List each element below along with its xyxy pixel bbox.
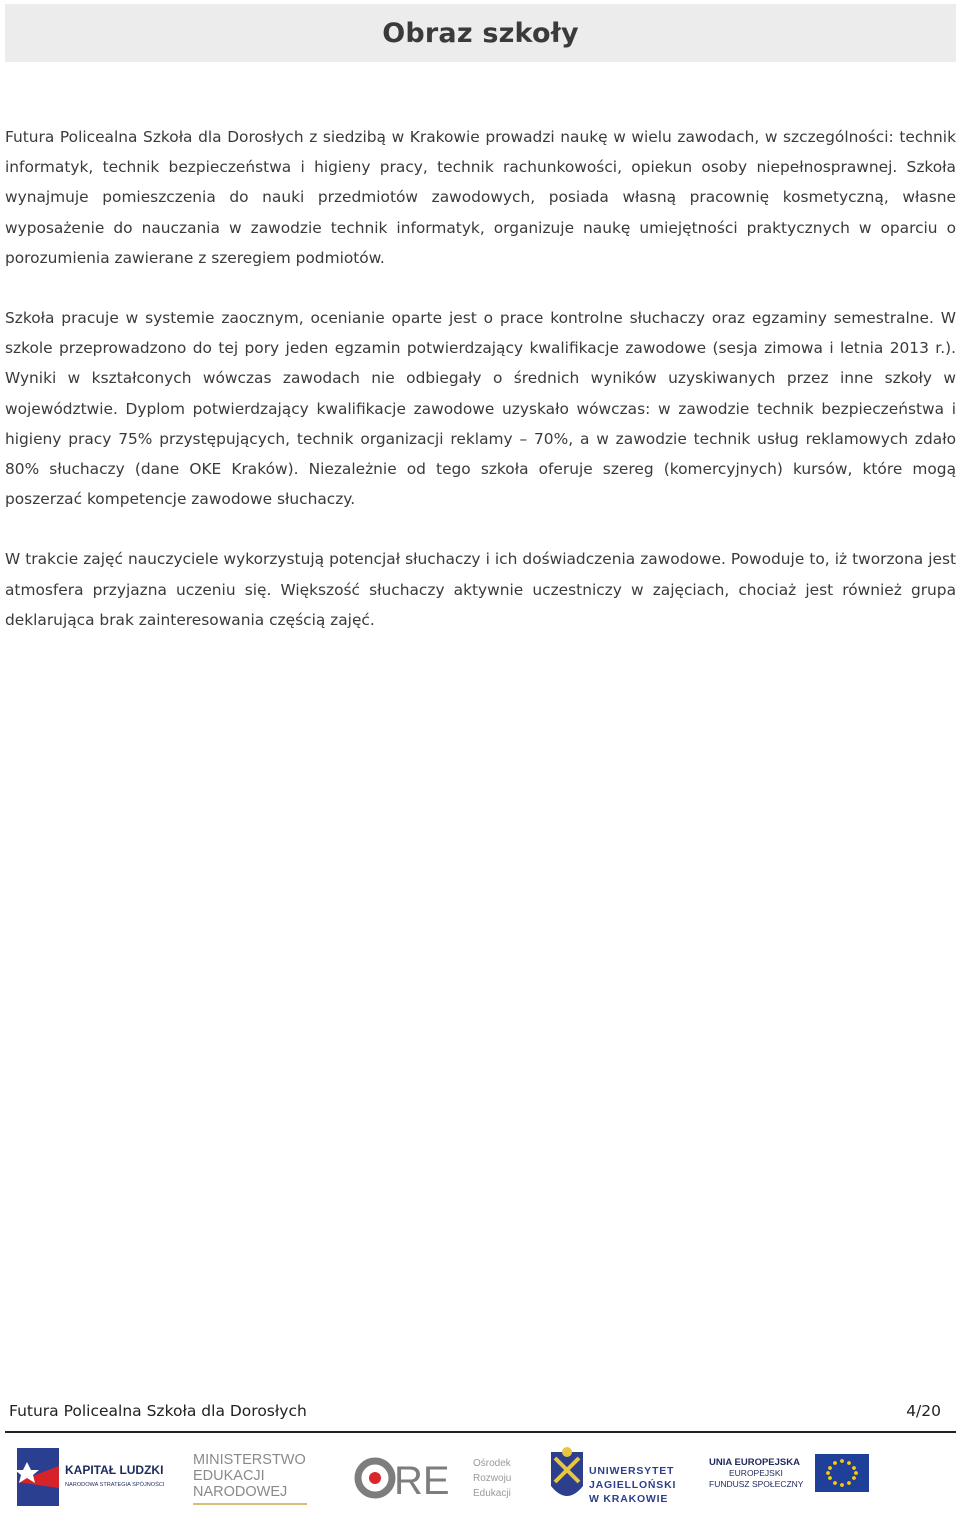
ore-line2: Rozwoju (473, 1473, 512, 1484)
ue-line3: FUNDUSZ SPOŁECZNY (709, 1479, 804, 1489)
kl-subtitle: NARODOWA STRATEGIA SPÓJNOŚCI (65, 1482, 165, 1488)
ue-line1: UNIA EUROPEJSKA (709, 1457, 800, 1468)
ue-line2: EUROPEJSKI (729, 1468, 783, 1478)
page-number: 4/20 (906, 1402, 941, 1420)
paragraph: W trakcie zajęć nauczyciele wykorzystują potencjał słuchaczy i ich doświadczenia zawodowe. Powoduje to, iż tworzona jest atmosfera przyjazna uczeniu się. Większość słuchaczy aktywnie uczestniczy w zajęciach, chociaż jest również grupa deklarująca brak zainteresowania częścią zajęć. (5, 550, 956, 629)
men-line2: EDUKACJI (193, 1468, 265, 1484)
eu-logo (705, 1440, 875, 1516)
uj-line1: UNIWERSYTET (589, 1465, 675, 1477)
ore-line1: Ośrodek (473, 1458, 511, 1469)
footer-divider (5, 1431, 956, 1433)
paragraph: Futura Policealna Szkoła dla Dorosłych z siedzibą w Krakowie prowadzi naukę w wielu zawodach, w szczególności: technik informatyk, technik bezpieczeństwa i higieny pracy, technik rachunkowości, opiekun osoby niepełnosprawnej. Szkoła wynajmuje pomieszczenia do nauki przedmiotów zawodowych, posiada własną pracownię kosmetyczną, własne wyposażenie do nauczania w zawodzie technik informatyk, organizuje naukę umiejętności praktycznych w oparciu o porozumienia zawierane z szeregiem podmiotów. (5, 128, 956, 267)
men-line3: NARODOWEJ (193, 1484, 288, 1500)
uj-line3: W KRAKOWIE (589, 1493, 669, 1505)
ore-logo (353, 1440, 523, 1516)
uj-line2: JAGIELLOŃSKI (589, 1479, 677, 1491)
ore-line3: Edukacji (473, 1488, 511, 1499)
kl-title: KAPITAŁ LUDZKI (65, 1463, 164, 1477)
kapital-ludzki-logo (13, 1440, 178, 1516)
ore-mark: RE (394, 1459, 450, 1503)
paragraph: Szkoła pracuje w systemie zaocznym, ocenianie oparte jest o prace kontrolne słuchaczy oraz egzaminy semestralne. W szkole przeprowadzono do tej pory jeden egzamin potwierdzający kwalifikacje zawodowe (sesja zimowa i letnia 2013 r.). Wyniki w kształconych wówczas zawodach nie odbiegały o średnich wyników uzyskiwanych przez inne szkoły w województwie. Dyplom potwierdzający kwalifikacje zawodowe uzyskało wówczas: w zawodzie technik bezpieczeństwa i higieny pracy 75% przystępujących, technik organizacji reklamy – 70%, a w zawodzie technik usług reklamowych zdało 80% słuchaczy (dane OKE Kraków). Niezależnie od tego szkoła oferuje szereg (komercyjnych) kursów, które mogą poszerzać kompetencje zawodowe słuchaczy. (5, 309, 956, 509)
footer-school-name: Futura Policealna Szkoła dla Dorosłych (9, 1402, 307, 1420)
uj-logo (545, 1440, 687, 1516)
men-logo (191, 1440, 319, 1516)
title-bar (5, 4, 956, 62)
men-line1: MINISTERSTWO (193, 1452, 306, 1468)
sponsor-logos (5, 1440, 956, 1516)
page-footer (9, 1400, 941, 1422)
page-title: Obraz szkoły (382, 17, 579, 49)
main-content (5, 122, 956, 665)
